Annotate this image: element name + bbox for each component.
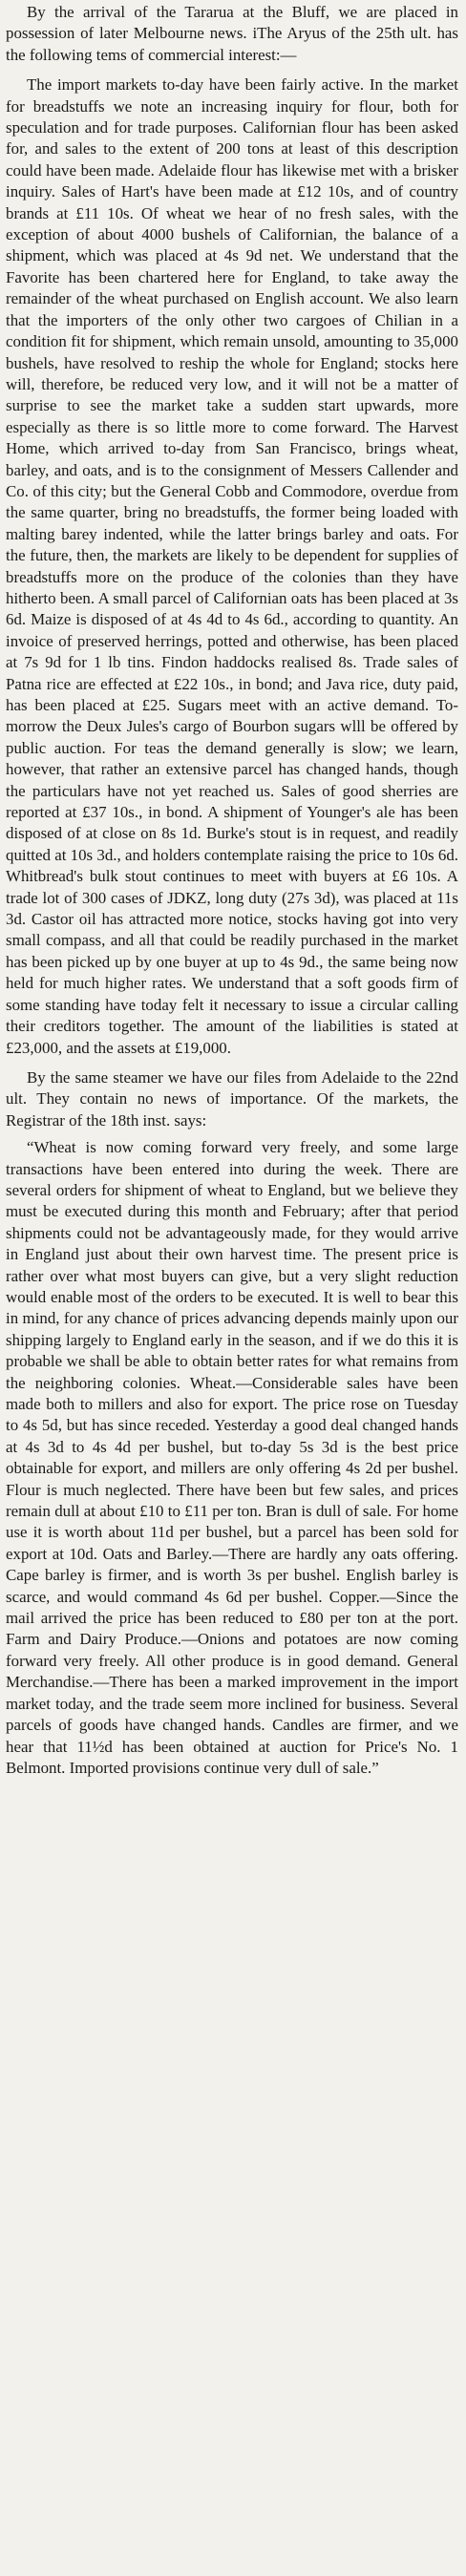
melbourne-market-paragraph: The import markets to-day have been fairly active. In the market for breadstuffs we note an increasing inquiry for flour, both for speculation and for trade purposes. Californian flour has been asked for, and sales to the extent of 200 tons at least of this description could have been made. Adelaide flour has likewise met with a brisker inquiry. Sales of Hart's have been made at £12 10s, and of country brands at £11 10s. Of wheat we hear of no fresh sales, with the exception of about 4000 bushels of Californian, the balance of a shipment, which was placed at 4s 9d net. We understand that the Favorite has been chartered here for England, to take away the remainder of the wheat purchased on English account. We also learn that the importers of the only other two cargoes of Chilian in a condition fit for shipment, which remain unsold, amounting to 35,000 bushels, have resolved to reship the whole for England; stocks here will, therefore, be reduced very low, and it will not be a matter of surprise to see the market take a sudden start upwards, more especially as there is so little more to come forward. The Harvest Home, which arrived to-day from San Francisco, brings wheat, barley, and oats, and is to the consignment of Messers Callender and Co. of this city; but the General Cobb and Commodore, overdue from the same quarter, bring no breadstuffs, the former being loaded with malting barey indented, while the latter brings barley and oats. For the future, then, the markets are likely to be dependent for supplies of breadstuffs more on the produce of the colonies than they have hitherto been. A small parcel of Californian oats has been placed at 3s 6d. Maize is disposed of at 4s 4d to 4s 6d., according to quantity. An invoice of preserved herrings, potted and otherwise, has been placed at 7s 9d for 1 lb tins. Findon haddocks realised 8s. Trade sales of Patna rice are effected at £22 10s., in bond; and Java rice, duty paid, has been placed at £25. Sugars meet with an active demand. To-morrow the Deux Jules's cargo of Bourbon sugars wlll be offered by public auction. For teas the demand generally is slow; we learn, however, that rather an extensive parcel has changed hands, though the particulars have not yet reached us. Sales of good sherries are reported at £37 10s., in bond. A shipment of Younger's ale has been disposed of at close on 8s 1d. Burke's stout is in request, and readily quitted at 10s 3d., and holders contemplate raising the price to 10s 6d. Whitbread's bulk stout continues to meet with buyers at £6 10s. A trade lot of 300 cases of JDKZ, long duty (27s 3d), was placed at 11s 3d. Castor oil has attracted more notice, stocks having got into very small compass, and all that could be readily purchased in the market has been picked up by one buyer at up to 4s 9d., the same being now held for much higher rates. We understand that a soft goods firm of some standing have today felt it necessary to issue a circular calling their creditors together. The amount of the liabilities is stated at £23,000, and the assets at £19,000. xyxy=(6,75,458,1057)
adelaide-intro-paragraph: By the same steamer we have our files from Adelaide to the 22nd ult. They contain no news of importance. Of the markets, the Registrar of the 18th inst. says: xyxy=(6,1067,458,1130)
intro-paragraph: By the arrival of the Tararua at the Bluff, we are placed in possession of later Melbourne news. iThe Aryus of the 25th ult. has the following tems of commercial interest:— xyxy=(6,3,458,64)
registrar-quote-paragraph: “Wheat is now coming forward very freely, and some large transactions have been entered into during the week. There are several orders for shipment of wheat to England, but we believe they must be executed during this month and February; after that period shipments could not be advantageously made, for they would arrive in England just about their own harvest time. The present price is rather over what most buyers can give, but a very slight reduction would enable most of the orders to be executed. It is well to bear this in mind, for any chance of prices advancing depends mainly upon our shipping largely to England early in the season, and if we do this it is probable we shall be able to obtain better rates for what remains from the neighboring colonies. Wheat.—Considerable sales have been made both to millers and also for export. The price rose on Tuesday to 4s 5d, but has since receded. Yesterday a good deal changed hands at 4s 3d to 4s 4d per bushel, but to-day 5s 3d is the best price obtainable for export, and millers are only offering 4s 2d per bushel. Flour is much neglected. There have been but few sales, and prices remain dull at about £10 to £11 per ton. Bran is dull of sale. For home use it is worth about 11d per bushel, but a parcel has been sold for export at 10d. Oats and Barley.—There are hardly any oats offering. Cape barley is firmer, and is worth 3s per bushel. English barley is scarce, and would command 4s 6d per bushel. Copper.—Since the mail arrived the price has been reduced to £80 per ton at the port. Farm and Dairy Produce.—Onions and potatoes are now coming forward very freely. All other produce is in good demand. General Merchandise.—There has been a marked improvement in the import market today, and the trade seem more inclined for business. Several parcels of goods have changed hands. Candles are firmer, and we hear that 11½d has been obtained at auction for Price's No. 1 Belmont. Imported provisions continue very dull of sale.” xyxy=(6,1138,458,1777)
